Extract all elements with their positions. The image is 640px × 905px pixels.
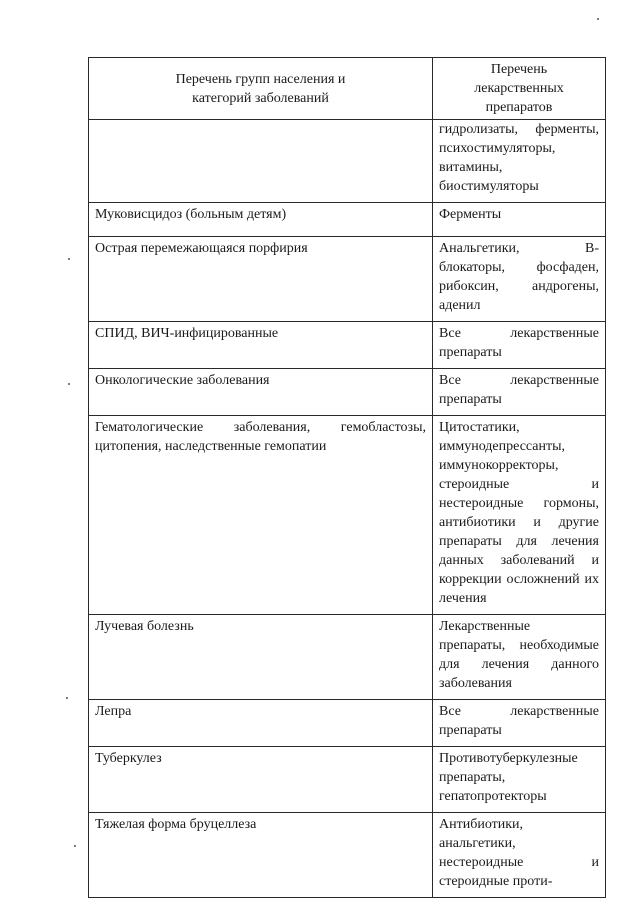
drug-list-table bbox=[88, 57, 606, 898]
scan-speck bbox=[66, 697, 68, 699]
population-group-cell: Острая перемежающаяся порфирия bbox=[89, 237, 433, 322]
population-group-cell bbox=[89, 120, 433, 203]
population-group-cell: Онкологические заболевания bbox=[89, 369, 433, 416]
drug-list-cell: Противотуберкулезные препараты, гепатопротекторы bbox=[433, 747, 606, 813]
header-col2-line: лекарственных bbox=[474, 81, 564, 96]
population-group-cell: Лучевая болезнь bbox=[89, 615, 433, 700]
population-group-cell: Тяжелая форма бруцеллеза bbox=[89, 813, 433, 898]
scan-speck bbox=[74, 845, 76, 847]
header-drug-list bbox=[433, 58, 606, 120]
header-col1-line: Перечень групп населения и bbox=[175, 71, 346, 87]
drug-list-cell: Все лекарственные препараты bbox=[433, 700, 606, 747]
table-row bbox=[89, 203, 606, 237]
table-row bbox=[89, 322, 606, 369]
population-group-cell: Муковисцидоз (больным детям) bbox=[89, 203, 433, 237]
table-row bbox=[89, 813, 606, 898]
scan-speck bbox=[68, 383, 70, 385]
drug-list-cell: Цитостатики, иммунодепрессанты, иммунокорректоры, стероидные и нестероидные гормоны, антибиотики и другие препараты для лечения данных заболеваний и коррекции осложнений их лечения bbox=[433, 416, 606, 615]
drug-list-cell: Все лекарственные препараты bbox=[433, 369, 606, 416]
table-row bbox=[89, 615, 606, 700]
population-group-cell: Лепра bbox=[89, 700, 433, 747]
drug-list-cell: Лекарственные препараты, необходимые для лечения данного заболевания bbox=[433, 615, 606, 700]
drug-list-cell: Антибиотики, анальгетики, нестероидные и стероидные проти- bbox=[433, 813, 606, 898]
header-col2-line: препаратов bbox=[485, 100, 553, 115]
table-row bbox=[89, 120, 606, 203]
drug-list-cell: гидролизаты, ферменты, психостимуляторы, витамины, биостимуляторы bbox=[433, 120, 606, 203]
drug-list-cell: Все лекарственные препараты bbox=[433, 322, 606, 369]
population-group-cell: Гематологические заболевания, гемобластозы, цитопения, наследственные гемопатии bbox=[89, 416, 433, 615]
header-col2-line: Перечень bbox=[490, 62, 548, 77]
header-col1-line: категорий заболеваний bbox=[192, 90, 329, 106]
drug-list-cell: Анальгетики, В-блокаторы, фосфаден, рибоксин, андрогены, аденил bbox=[433, 237, 606, 322]
drug-list-cell: Ферменты bbox=[433, 203, 606, 237]
table-row bbox=[89, 747, 606, 813]
scan-speck bbox=[597, 18, 599, 20]
table-row bbox=[89, 416, 606, 615]
table-row bbox=[89, 237, 606, 322]
header-population-groups bbox=[89, 58, 433, 120]
table-row bbox=[89, 369, 606, 416]
population-group-cell: СПИД, ВИЧ-инфицированные bbox=[89, 322, 433, 369]
table-row bbox=[89, 700, 606, 747]
population-group-cell: Туберкулез bbox=[89, 747, 433, 813]
table-header-row bbox=[89, 58, 606, 120]
scan-speck bbox=[68, 258, 70, 260]
